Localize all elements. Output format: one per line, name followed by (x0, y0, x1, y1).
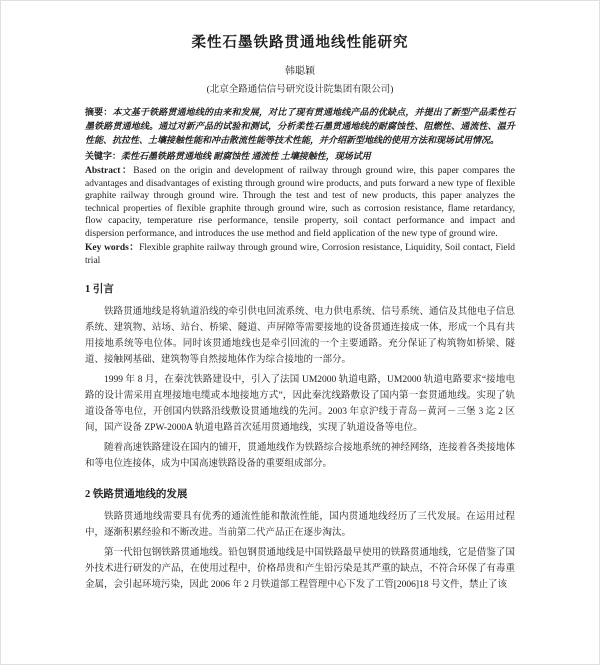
section-1-paragraph-2: 1999 年 8 月，在秦沈铁路建设中，引入了法国 UM2000 轨道电路，UM2000 轨道电路要求“接地电路的设计需采用直埋接地电缆或本地接地方式”，因此秦沈线路敷设了国内第一套贯通地线。实现了轨道设备等电位，开创国内铁路沿线敷设贯通地线的先河。2003 年京沪线于青岛－黄河－三堡 3 迄 2 区间，国产设备 ZPW-2000A 轨道电路首次延用贯通地线，实现了轨道设备等电位。 (85, 375, 515, 433)
section-1-heading: 1 引言 (85, 284, 114, 295)
abstract-chinese (85, 105, 515, 147)
section-2-paragraph-2: 第一代铅包钢铁路贯通地线。铅包钢贯通地线是中国铁路最早使用的铁路贯通地线，它是借鉴了国外技术进行研发的产品，在使用过程中，价格昂贵和产生铅污染是其严重的缺点，不符合环保了有毒重金属，会引起环境污染，因此 2006 年 2 月铁道部工程管理中心下发了工管[2006]18 号文件，禁止了该 (85, 548, 515, 590)
abstract-english-label: Abstract： (85, 166, 134, 176)
keywords-english (85, 242, 515, 267)
section-1-paragraph-1: 铁路贯通地线是将轨道沿线的牵引供电回流系统、电力供电系统、信号系统、通信及其他电子信息系统、建筑物、站场、站台、桥梁、隧道、声屏障等需要接地的设备贯通连接成一体，形成一个具有共用接地系统等电位体。同时该贯通地线也是牵引回流的一个主要通路。充分保证了构筑物如桥梁、隧道、接触网基础、建筑物等自然接地体作为综合接地的一部分。 (85, 307, 515, 365)
keywords-english-label: Key words： (85, 243, 140, 253)
abstract-english (85, 165, 515, 240)
section-2-paragraph-1: 铁路贯通地线需要具有优秀的通流性能和散流性能，国内贯通地线经历了三代发展。在运用过程中，逐渐积累经验和不断改进。当前第二代产品正在逐步淘汰。 (85, 512, 515, 538)
paper-author: 韩聪颖 (285, 66, 315, 77)
section-1-paragraph-3: 随着高速铁路建设在国内的铺开，贯通地线作为铁路综合接地系统的神经网络，连接着各类接地体和等电位连接体，成为中国高速铁路设备的重要组成部分。 (85, 443, 515, 469)
paper-affiliation: (北京全路通信信号研究设计院集团有限公司) (206, 85, 394, 95)
keywords-chinese-text: 柔性石墨铁路贯通地线 耐腐蚀性 通流性 土壤接触性，现场试用 (121, 151, 371, 161)
abstract-english-text: Based on the origin and development of railway through ground wire, this paper compares the advantages and disadvantages of existing through ground wire products, and puts forward a new type of flexible graphite railway through ground wire. Through the test and test of new products, this paper analyzes the technical properties of flexible graphite through ground wire, such as corrosion resistance, flame retardancy, flow capacity, temperature rise performance, tensile property, soil contact performance and impact and dispersion performance, and introduces the use method and field application of the new type of ground wire. (85, 166, 515, 239)
keywords-chinese-label: 关键字： (85, 151, 122, 161)
keywords-chinese (85, 149, 515, 163)
paper-title: 柔性石墨铁路贯通地线性能研究 (191, 35, 409, 51)
abstract-chinese-label: 摘要： (85, 107, 113, 117)
section-2-heading: 2 铁路贯通地线的发展 (85, 489, 188, 500)
abstract-chinese-text: 本文基于铁路贯通地线的由来和发展，对比了现有贯通地线产品的优缺点，并提出了新型产品柔性石墨铁路贯通地线。通过对新产品的试验和测试，分析柔性石墨贯通地线的耐腐蚀性、阻燃性、通流性、温升性能、抗拉性、土壤接触性能和冲击散流性能等技术性能，并介绍新型地线的使用方法和现场试用情况。 (85, 107, 515, 145)
keywords-english-text: Flexible graphite railway through ground wire, Corrosion resistance, Liquidity, Soil contact, Field trial (85, 243, 515, 266)
